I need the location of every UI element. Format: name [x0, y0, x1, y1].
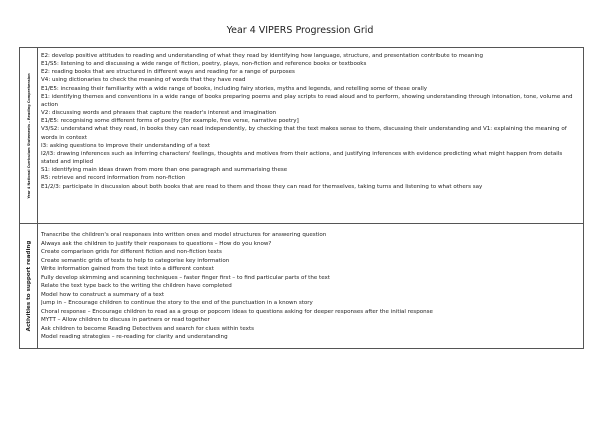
- activity-line: Ask children to become Reading Detectives and search for clues within texts: [41, 325, 255, 332]
- comprehension-side-cell: [20, 48, 38, 223]
- activities-side-cell: [20, 224, 38, 348]
- comprehension-row: [20, 48, 583, 224]
- activity-line: Create comparison grids for different fiction and non-fiction texts: [41, 249, 222, 255]
- activity-line: Relate the text type back to the writing the children have completed: [41, 283, 232, 289]
- statement-line: E1: identifying themes and conventions in a wide range of books preparing poems and play scripts to read aloud and to perform, showing understanding through intonation, tone, volume and action: [41, 93, 573, 108]
- activity-line: Create semantic grids of texts to help to categorise key information: [41, 257, 230, 264]
- activities-list: [41, 224, 580, 355]
- statement-line: S1: identifying main ideas drawn from more than one paragraph and summarising these: [41, 167, 288, 174]
- statement-line: E2: reading books that are structured in different ways and reading for a range of purposes: [41, 69, 295, 76]
- comprehension-statements: [41, 48, 580, 227]
- statement-line: E1/E5: increasing their familiarity with a wide range of books, including fairy stories, myths and legends, and retelling some of these orally: [41, 85, 428, 92]
- statement-line: V3/S2: understand what they read, in books they can read independently, by checking that the text makes sense to them, discussing their understanding and V1: explaining the meaning of words in context: [41, 126, 567, 141]
- statement-line: E1/E5: recognising some different forms of poetry [for example, free verse, narrative poetry]: [41, 118, 299, 125]
- activity-line: Write information gained from the text into a different context: [41, 266, 214, 272]
- statement-line: I2/I3: drawing inferences such as inferring characters' feelings, thoughts and motives from their actions, and justifying inferences with evidence predicting what might happen from details stated and implied: [41, 150, 563, 166]
- statement-line: E1/2/3: participate in discussion about both books that are read to them and those they can read for themselves, taking turns and listening to what others say: [41, 183, 483, 190]
- statement-line: I3: asking questions to improve their understanding of a text: [41, 142, 211, 149]
- statement-line: V4: using dictionaries to check the meaning of words that they have read: [41, 77, 246, 84]
- activities-row: [20, 224, 583, 348]
- progression-grid: [19, 47, 584, 349]
- statement-line: E2: develop positive attitudes to reading and understanding of what they read by identifying how language, structure, and presentation contribute to meaning: [41, 53, 484, 59]
- activity-line: Always ask the children to justify their responses to questions – How do you know?: [41, 240, 272, 247]
- page-title: Year 4 VIPERS Progression Grid: [226, 25, 374, 36]
- activity-line: Model reading strategies – re-reading for clarity and understanding: [41, 334, 228, 340]
- activity-line: Model how to construct a summary of a text: [41, 291, 165, 298]
- activity-line: Fully develop skimming and scanning techniques – faster finger first – to find particular parts of the text: [41, 274, 330, 281]
- statement-line: R5: retrieve and record information from non-fiction: [41, 175, 186, 182]
- activity-line: MYTT – Allow children to discuss in partners or read together: [41, 317, 210, 323]
- activity-line: Jump in – Encourage children to continue the story to the end of the punctuation in a known story: [41, 300, 313, 306]
- comprehension-row-label: Year 4 National Curriculum Statements – Reading Comprehension: [26, 72, 31, 199]
- activities-row-label: Activities to support reading: [25, 240, 32, 332]
- statement-line: E1/S5: listening to and discussing a wide range of fiction, poetry, plays, non-fiction and reference books or textbooks: [41, 61, 367, 68]
- activity-line: Choral response – Encourage children to read as a group or popcorn ideas to questions asking for deeper responses after the initial response: [41, 308, 433, 315]
- activity-line: Transcribe the children's oral responses into written ones and model structures for answering question: [41, 232, 327, 238]
- statement-line: V2: discussing words and phrases that capture the reader's interest and imagination: [41, 110, 277, 117]
